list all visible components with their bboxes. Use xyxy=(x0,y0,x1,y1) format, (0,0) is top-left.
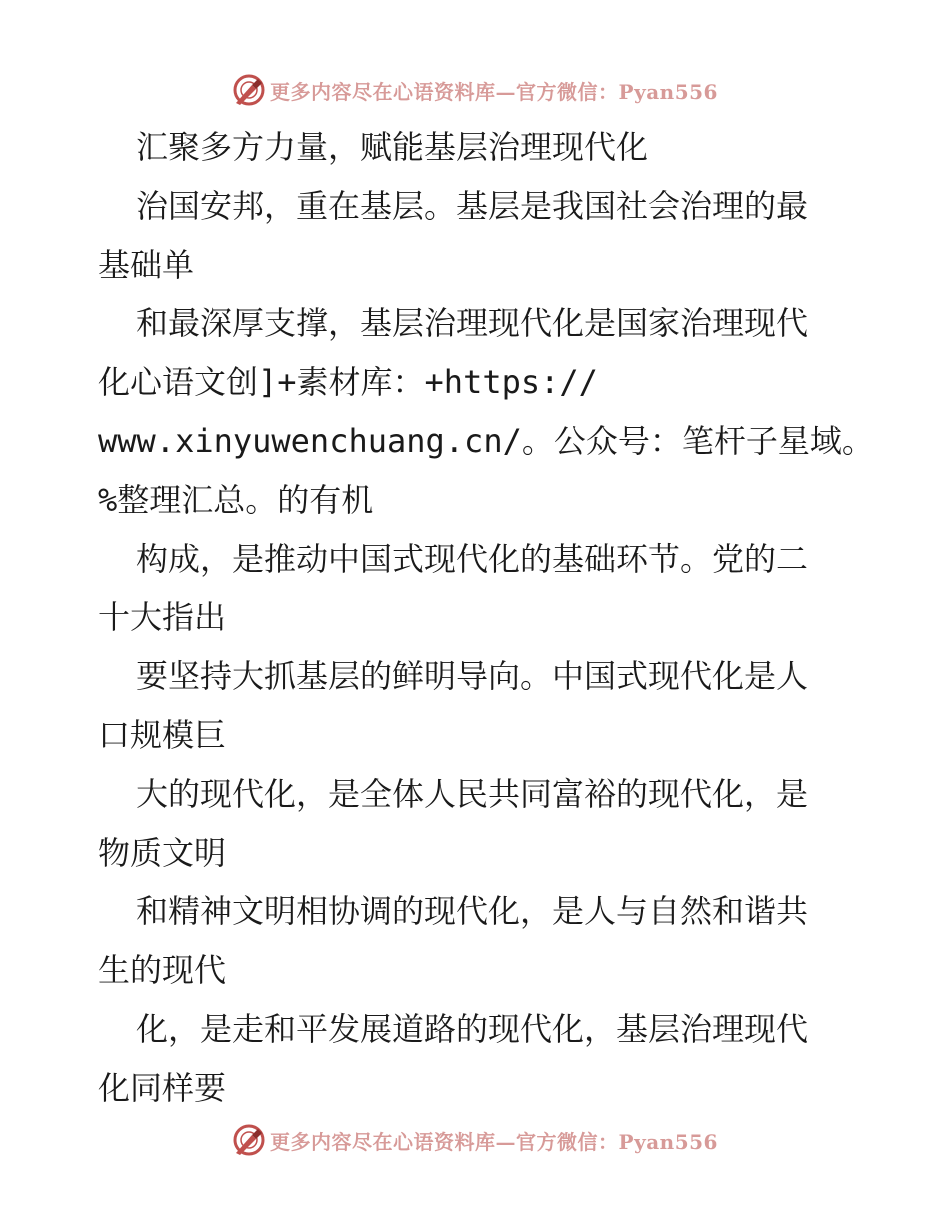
document-body xyxy=(98,118,874,1118)
text-line: 和精神文明相协调的现代化，是人与自然和谐共 xyxy=(136,892,809,931)
text-line: 物质文明 xyxy=(98,833,227,872)
document-title: 汇聚多方力量，赋能基层治理现代化 xyxy=(136,128,649,166)
text-line: 治国安邦，重在基层。基层是我国社会治理的最 xyxy=(136,186,809,225)
text-line: www.xinyuwenchuang.cn/。公众号：笔杆子星域。 xyxy=(98,421,874,460)
text-line: 生的现代 xyxy=(98,951,227,990)
text-line: 大的现代化，是全体人民共同富裕的现代化，是 xyxy=(136,774,809,813)
pen-logo-icon xyxy=(232,73,266,107)
text-line: 基础单 xyxy=(98,245,195,284)
text-line: 化，是走和平发展道路的现代化，基层治理现代 xyxy=(136,1009,809,1048)
text-line: 构成，是推动中国式现代化的基础环节。党的二 xyxy=(136,539,809,578)
pen-logo-icon xyxy=(232,1123,266,1157)
text-line: 口规模巨 xyxy=(98,715,227,754)
text-line: 化心语文创]+素材库：+https:// xyxy=(98,363,598,402)
text-line: 和最深厚支撑，基层治理现代化是国家治理现代 xyxy=(136,304,809,343)
text-line: %整理汇总。的有机 xyxy=(98,480,374,519)
header-banner-text: 更多内容尽在心语资料库—官方微信：Pyan556 xyxy=(270,79,718,104)
text-line: 要坚持大抓基层的鲜明导向。中国式现代化是人 xyxy=(136,657,809,696)
text-line: 十大指出 xyxy=(98,598,227,637)
text-line: 化同样要 xyxy=(98,1068,227,1107)
footer-banner xyxy=(0,1120,950,1160)
footer-banner-text: 更多内容尽在心语资料库—官方微信：Pyan556 xyxy=(270,1129,718,1154)
header-banner xyxy=(0,70,950,110)
